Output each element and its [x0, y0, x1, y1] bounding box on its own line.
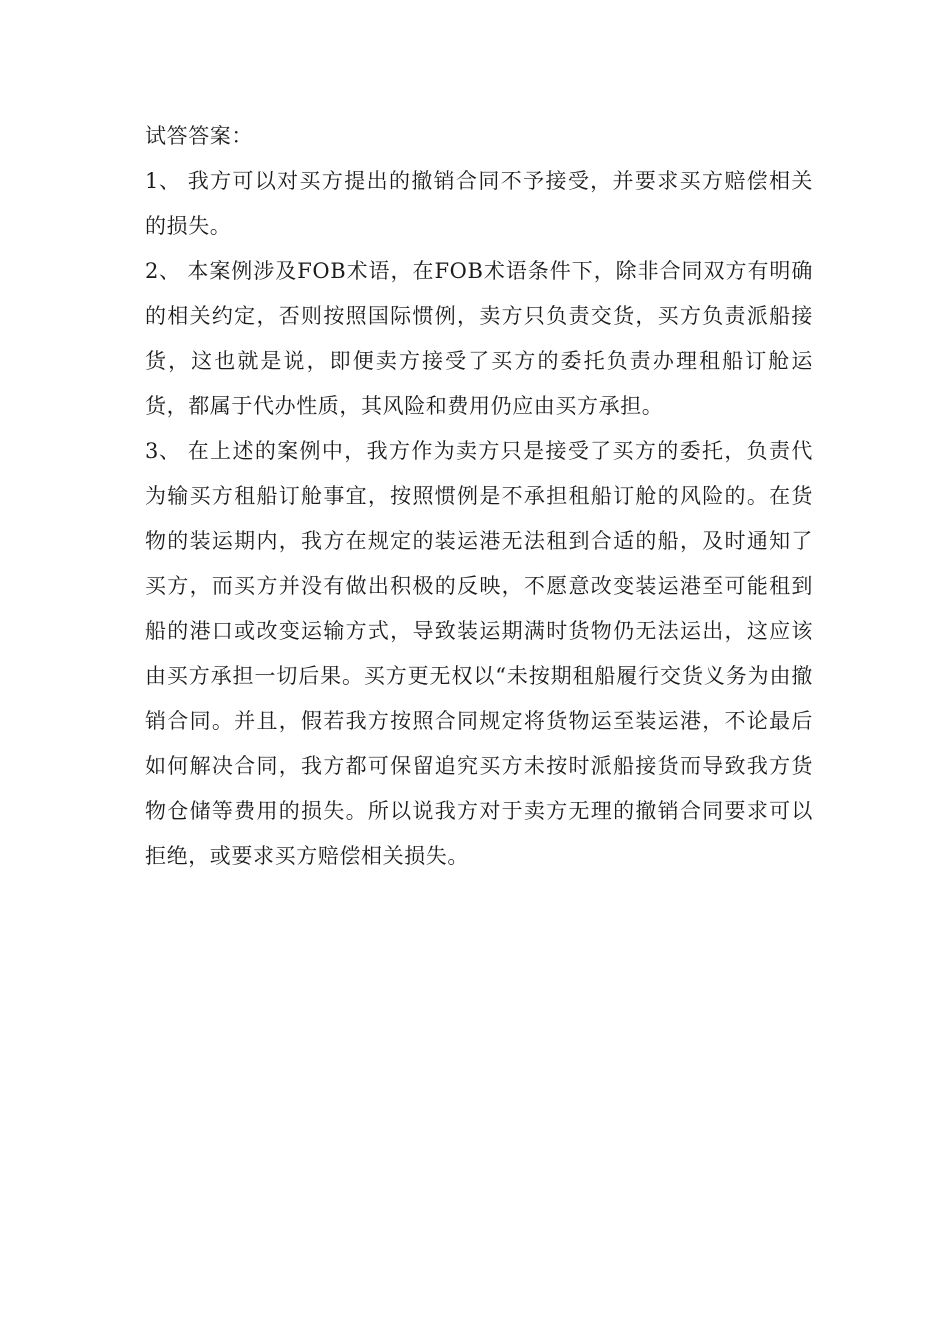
item-number: 2、	[145, 259, 181, 283]
answer-item-3	[145, 429, 813, 879]
item-text: 在上述的案例中，我方作为卖方只是接受了买方的委托，负责代为输买方租船订舱事宜，按照惯例是不承担租船订舱的风险的。在货物的装运期内，我方在规定的装运港无法租到合适的船，及时通知了买方，而买方并没有做出积极的反映，不愿意改变装运港至可能租到船的港口或改变运输方式，导致装运期满时货物仍无法运出，这应该由买方承担一切后果。买方更无权以“未按期租船履行交货义务为由撤销合同。并且，假若我方按照合同规定将货物运至装运港，不论最后如何解决合同，我方都可保留追究买方未按时派船接货而导致我方货物仓储等费用的损失。所以说我方对于卖方无理的撤销合同要求可以拒绝，或要求买方赔偿相关损失。	[145, 439, 813, 868]
item-number: 3、	[145, 439, 181, 463]
item-number: 1、	[145, 169, 181, 193]
answer-item-2	[145, 249, 813, 429]
document-body	[145, 114, 813, 879]
document-heading: 试答答案：	[145, 124, 253, 148]
item-text: 本案例涉及FOB术语，在FOB术语条件下，除非合同双方有明确的相关约定，否则按照国际惯例，卖方只负责交货，买方负责派船接货，这也就是说，即便卖方接受了买方的委托负责办理租船订舱运货，都属于代办性质，其风险和费用仍应由买方承担。	[145, 259, 813, 418]
item-text: 我方可以对买方提出的撤销合同不予接受，并要求买方赔偿相关的损失。	[145, 169, 813, 238]
answer-item-1	[145, 159, 813, 249]
